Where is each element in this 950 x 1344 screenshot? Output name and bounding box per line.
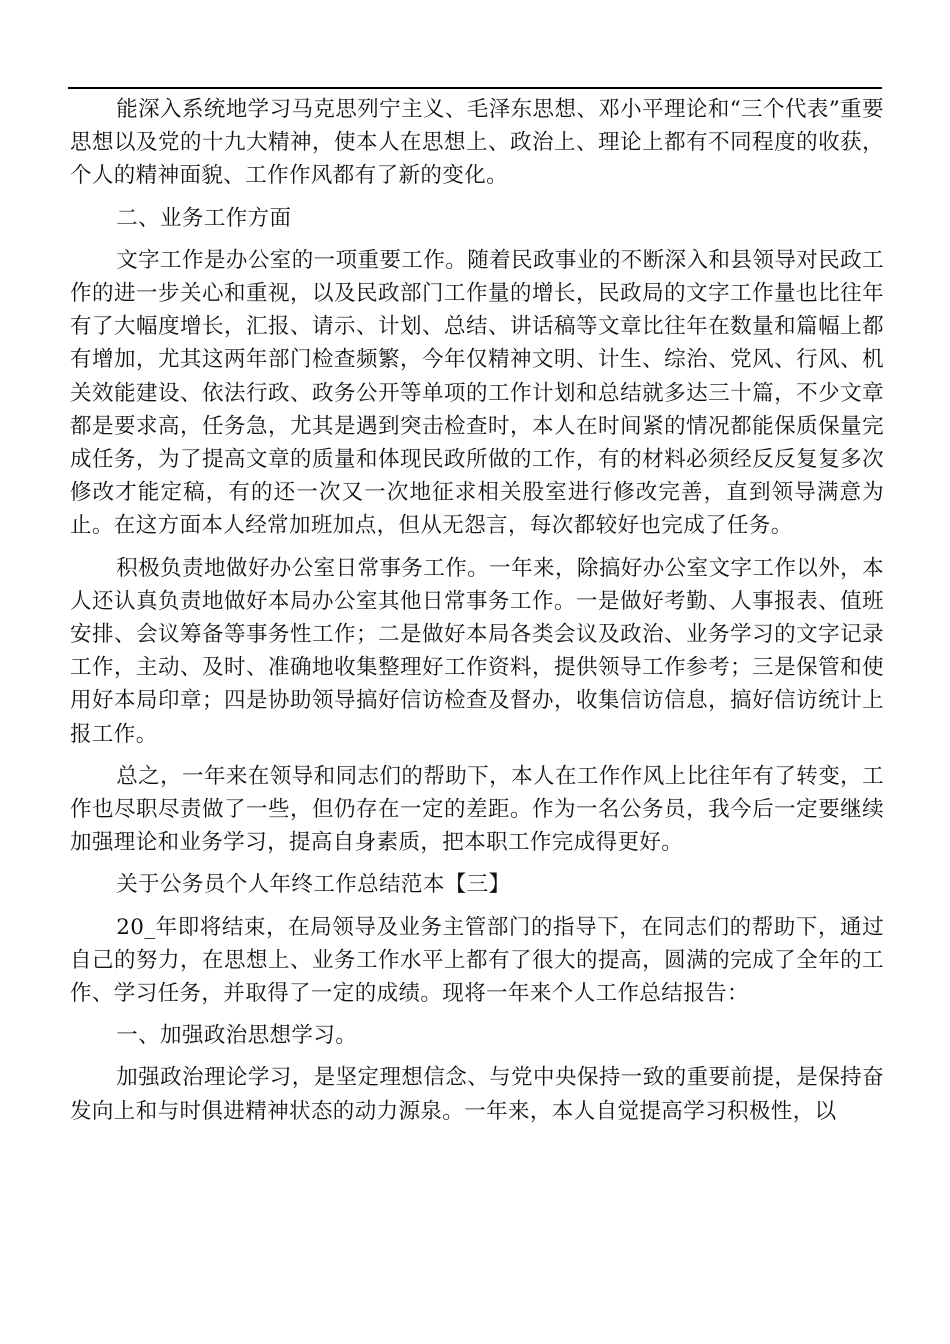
header-rule xyxy=(68,87,882,89)
section-heading-political-study: 一、加强政治思想学习。 xyxy=(116,1023,358,1049)
section-title-template-three: 关于公务员个人年终工作总结范本【三】 xyxy=(116,872,511,898)
paragraph-daily-affairs: 积极负责地做好办公室日常事务工作。一年来，除搞好办公室文字工作以外，本人还认真负责地做好本局办公室其他日常事务工作。一是做好考勤、人事报表、值班安排、会议筹备等事务性工作；二是做好本局各类会议及政治、业务学习的文字记录工作，主动、及时、准确地收集整理好工作资料，提供领导工作参考；三是保管和使用好本局印章；四是协助领导搞好信访检查及督办，收集信访信息，搞好信访统计上报工作。 xyxy=(70,555,884,747)
paragraph-year-intro: 20_年即将结束，在局领导及业务主管部门的指导下，在同志们的帮助下，通过自己的努力，在思想上、业务工作水平上都有了很大的提高，圆满的完成了全年的工作、学习任务，并取得了一定的成绩。现将一年来个人工作总结报告： xyxy=(70,914,884,1007)
paragraph-political-theory: 加强政治理论学习，是坚定理想信念、与党中央保持一致的重要前提，是保持奋发向上和与时俱进精神状态的动力源泉。一年来，本人自觉提高学习积极性，以 xyxy=(70,1065,884,1124)
paragraph-writing-work: 文字工作是办公室的一项重要工作。随着民政事业的不断深入和县领导对民政工作的进一步关心和重视，以及民政部门工作量的增长，民政局的文字工作量也比往年有了大幅度增长，汇报、请示、计划、总结、讲话稿等文章比往年在数量和篇幅上都有增加，尤其这两年部门检查频繁，今年仅精神文明、计生、综治、党风、行风、机关效能建设、依法行政、政务公开等单项的工作计划和总结就多达三十篇，不少文章都是要求高，任务急，尤其是遇到突击检查时，本人在时间紧的情况都能保质保量完成任务，为了提高文章的质量和体现民政所做的工作，有的材料必须经反反复复多次修改才能定稿，有的还一次又一次地征求相关股室进行修改完善，直到领导满意为止。在这方面本人经常加班加点，但从无怨言，每次都较好也完成了任务。 xyxy=(70,247,884,539)
paragraph-summary: 总之，一年来在领导和同志们的帮助下，本人在工作作风上比往年有了转变，工作也尽职尽责做了一些，但仍存在一定的差距。作为一名公务员，我今后一定要继续加强理论和业务学习，提高自身素质，把本职工作完成得更好。 xyxy=(70,763,884,856)
section-heading-business-work: 二、业务工作方面 xyxy=(116,205,292,231)
document-body xyxy=(70,93,884,1137)
paragraph-study-continued: 能深入系统地学习马克思列宁主义、毛泽东思想、邓小平理论和“三个代表”重要思想以及党的十九大精神，使本人在思想上、政治上、理论上都有不同程度的收获，个人的精神面貌、工作作风都有了新的变化。 xyxy=(70,97,884,189)
